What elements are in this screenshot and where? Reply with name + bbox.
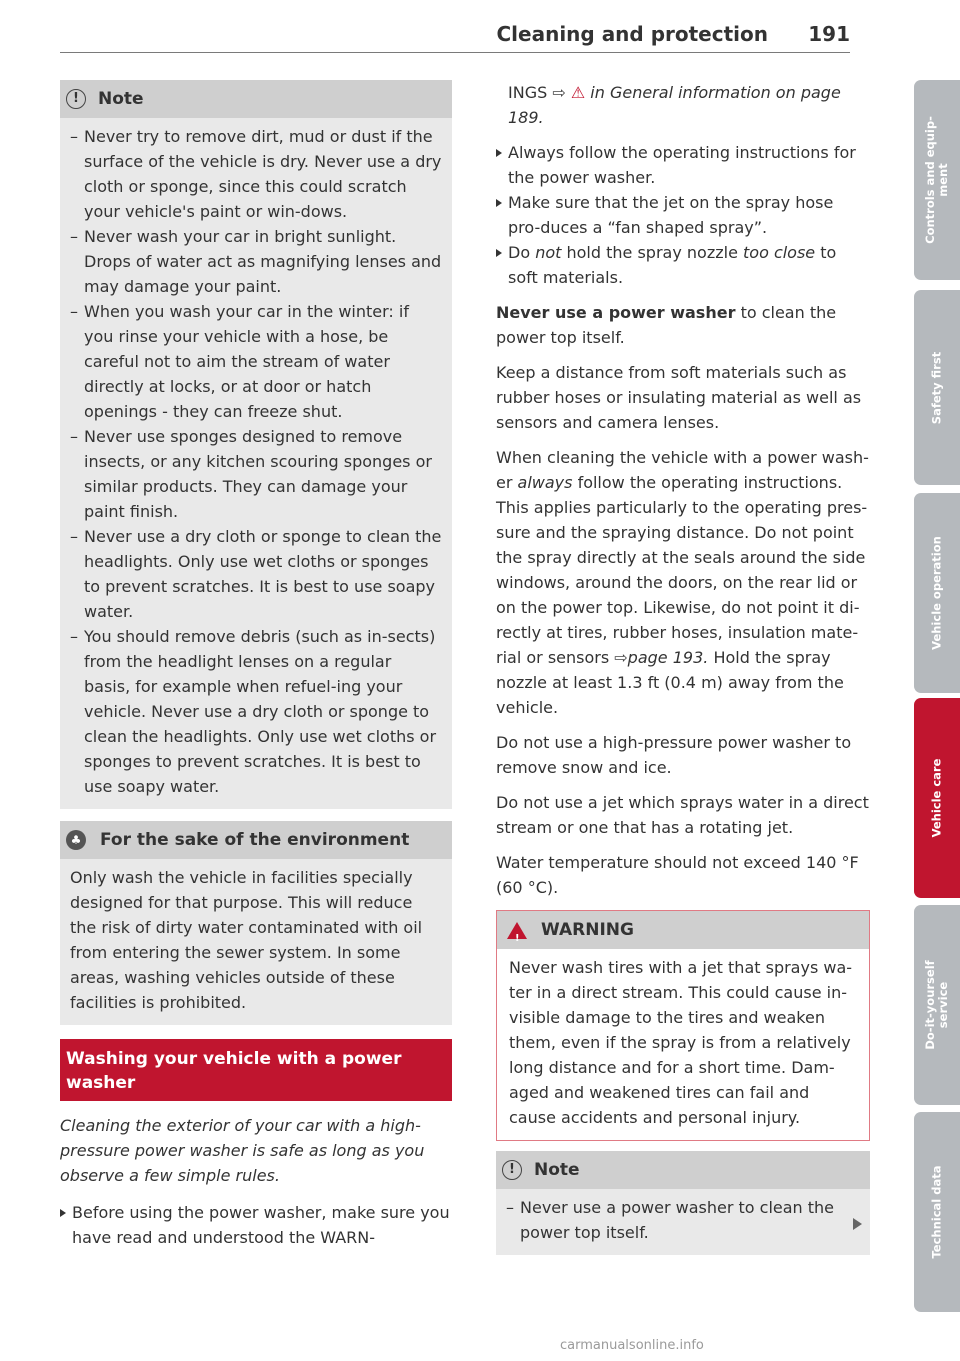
tab-safety-first[interactable]: Safety first xyxy=(914,290,960,485)
watermark: carmanualsonline.info xyxy=(560,1338,704,1353)
paragraph: Water temperature should not exceed 140 °F (60 °C). xyxy=(496,853,859,897)
exclamation-icon: ! xyxy=(66,89,86,109)
list-item: – Never use sponges designed to remove insects, or any kitchen scouring sponges or similar products. They can damage your paint finish. xyxy=(70,424,442,524)
tab-technical-data[interactable]: Technical data xyxy=(914,1112,960,1312)
note-box xyxy=(60,80,452,809)
right-column xyxy=(496,80,870,1255)
exclamation-icon: ! xyxy=(502,1160,522,1180)
tab-controls-and-equipment[interactable]: Controls and equip- ment xyxy=(914,80,960,280)
list-item: Before using the power washer, make sure you have read and understood the WARN- xyxy=(60,1200,452,1250)
warning-body: Never wash tires with a jet that sprays wa-ter in a direct stream. This could cause in-visible damage to the tires and weaken them, even if the spray is from a relatively long distance and for a short time. Dam-aged and weakened tires can fail and cause accidents and personal injury. xyxy=(497,949,869,1140)
list-item: Make sure that the jet on the spray hose pro-duces a “fan shaped spray”. xyxy=(496,190,870,240)
list-item: – Never use a dry cloth or sponge to clean the headlights. Only use wet cloths or sponges to prevent scratches. It is best to use soapy water. xyxy=(70,524,442,624)
reference-arrow-icon: ⇨ xyxy=(552,83,566,102)
tab-do-it-yourself-service[interactable]: Do-it-yourself service xyxy=(914,905,960,1105)
section-intro: Cleaning the exterior of your car with a high-pressure power washer is safe as long as you observe a few simple rules. xyxy=(60,1116,425,1185)
list-item: – When you wash your car in the winter: if you rinse your vehicle with a hose, be careful not to aim the stream of water directly at locks, or at door or hatch openings - they can freeze shut. xyxy=(70,299,442,424)
note-header xyxy=(496,1151,870,1189)
list-item: Do not hold the spray nozzle too close to soft materials. xyxy=(496,240,870,290)
left-column xyxy=(60,80,452,1250)
list-item: Always follow the operating instructions for the power washer. xyxy=(496,140,870,190)
note-box xyxy=(496,1151,870,1255)
reference-arrow-icon: ⇨ xyxy=(614,648,628,667)
steps-list xyxy=(496,140,870,290)
note-body xyxy=(496,1189,870,1255)
environment-body xyxy=(60,859,452,1025)
paragraph: Do not use a jet which sprays water in a direct stream or one that has a rotating jet. xyxy=(496,793,869,837)
cross-reference[interactable]: page 193. xyxy=(627,648,709,667)
environment-box xyxy=(60,821,452,1025)
paragraph: Never use a power washer to clean the power top itself. xyxy=(496,303,837,347)
environment-title: For the sake of the environment xyxy=(100,829,410,850)
note-body xyxy=(60,118,452,809)
note-title: Note xyxy=(534,1159,580,1180)
note-list xyxy=(70,124,442,799)
page-header xyxy=(60,18,850,53)
note-list xyxy=(506,1195,860,1245)
warning-title: WARNING xyxy=(541,919,634,940)
list-item: – Never try to remove dirt, mud or dust if the surface of the vehicle is dry. Never use a dry cloth or sponge, since this could scratch your vehicle's paint or win-dows. xyxy=(70,124,442,224)
paragraph: Keep a distance from soft materials such as rubber hoses or insulating material as well as sensors and camera lenses. xyxy=(496,363,862,432)
paragraph: Do not use a high-pressure power washer to remove snow and ice. xyxy=(496,733,852,777)
steps-list xyxy=(60,1200,452,1250)
tab-vehicle-care[interactable]: Vehicle care xyxy=(914,698,960,898)
paragraph: When cleaning the vehicle with a power wash-er always follow the operating instructions. This applies particularly to the operating pres-sure and the spraying distance. Do not point the spray directly at the seals around the side windows, around the doors, on the rear lid or on the power top. Likewise, do not point it di-rectly at tires, rubber hoses, insulation mate-rial or sensors ⇨page 193. Hold the spray nozzle at least 1.3 ft (0.4 m) away from the vehicle. xyxy=(496,448,869,717)
environment-header xyxy=(60,821,452,859)
warning-triangle-icon: ! xyxy=(507,922,527,939)
chapter-title: Cleaning and protection xyxy=(496,22,768,46)
list-item: – Never wash your car in bright sunlight. Drops of water act as magnifying lenses and may damage your paint. xyxy=(70,224,442,299)
continuation-paragraph: INGS ⇨ ⚠ in General information on page 189. xyxy=(508,83,841,127)
warning-box xyxy=(496,910,870,1141)
cross-reference[interactable]: in General information on page 189. xyxy=(508,83,841,127)
continued-arrow-icon xyxy=(853,1218,862,1230)
list-item: – Never use a power washer to clean the power top itself. xyxy=(506,1195,860,1245)
note-header xyxy=(60,80,452,118)
warning-triangle-icon: ⚠ xyxy=(570,83,586,102)
warning-header xyxy=(497,911,869,949)
note-title: Note xyxy=(98,88,144,109)
tab-vehicle-operation[interactable]: Vehicle operation xyxy=(914,493,960,693)
list-item: – You should remove debris (such as in-sects) from the headlight lenses on a regular basis, for example when refuel-ing your vehicle. Never use a dry cloth or sponge to clean the headlights. Only use wet cloths or sponges to prevent scratches. It is best to use soapy water. xyxy=(70,624,442,799)
section-title: Washing your vehicle with a power washer xyxy=(60,1039,452,1101)
leaf-icon: ♣ xyxy=(66,830,86,850)
page-number: 191 xyxy=(808,22,850,46)
environment-text: Only wash the vehicle in facilities specially designed for that purpose. This will reduce the risk of dirty water contaminated with oil from entering the sewer system. In some areas, washing vehicles outside of these facilities is prohibited. xyxy=(70,868,423,1012)
